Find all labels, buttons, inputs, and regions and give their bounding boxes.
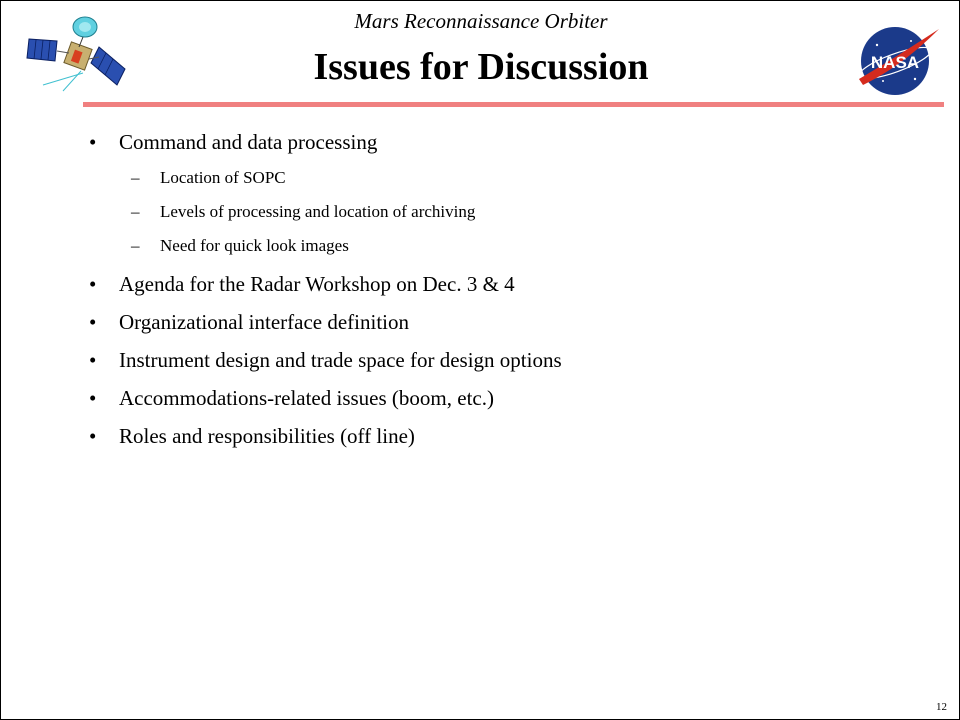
bullet-marker: • (89, 310, 97, 334)
dash-marker: – (131, 236, 140, 255)
nasa-logo-text: NASA (870, 53, 920, 72)
list-item (89, 129, 929, 155)
list-item (89, 423, 929, 449)
bullet-list (89, 129, 929, 461)
list-item-text: Command and data processing (119, 130, 378, 154)
list-item-text: Accommodations-related issues (boom, etc.) (119, 386, 494, 410)
page-title: Issues for Discussion (313, 46, 649, 88)
sub-list-item-text: Levels of processing and location of archiving (160, 202, 476, 221)
sub-list-item (89, 235, 929, 257)
sub-list-item-text: Location of SOPC (160, 168, 286, 187)
title-rule (83, 102, 944, 107)
bullet-marker: • (89, 130, 97, 154)
dash-marker: – (131, 202, 140, 221)
bullet-marker: • (89, 424, 97, 448)
list-item-text: Agenda for the Radar Workshop on Dec. 3 & 4 (119, 272, 515, 296)
list-item (89, 385, 929, 411)
list-item-text: Instrument design and trade space for design options (119, 348, 562, 372)
list-item (89, 309, 929, 335)
sub-list-item (89, 201, 929, 223)
sub-list-item-text: Need for quick look images (160, 236, 349, 255)
mission-subtitle: Mars Reconnaissance Orbiter (354, 9, 608, 33)
dash-marker: – (131, 168, 140, 187)
bullet-marker: • (89, 348, 97, 372)
list-item-text: Organizational interface definition (119, 310, 409, 334)
nasa-logo-icon (853, 21, 941, 99)
list-item-text: Roles and responsibilities (off line) (119, 424, 415, 448)
page-number: 12 (936, 701, 947, 713)
list-item (89, 271, 929, 297)
sub-list-item (89, 167, 929, 189)
bullet-marker: • (89, 272, 97, 296)
bullet-marker: • (89, 386, 97, 410)
list-item (89, 347, 929, 373)
